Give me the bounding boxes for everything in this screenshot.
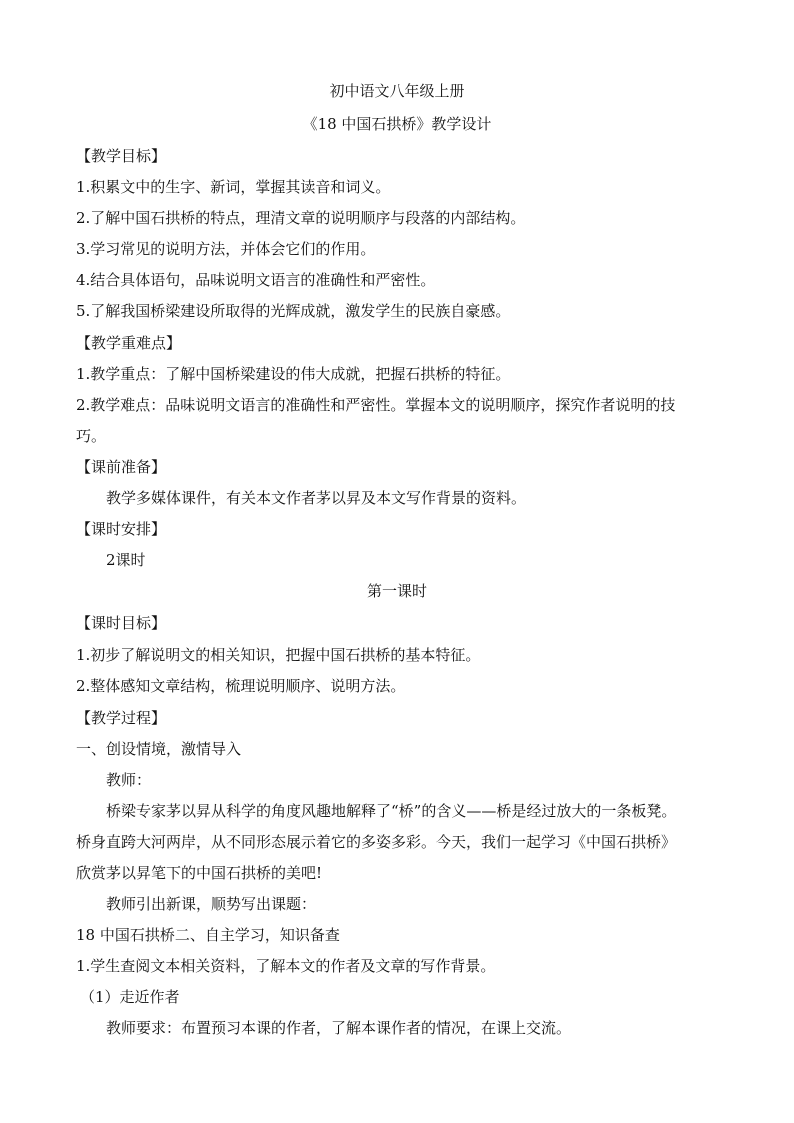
intro-paragraph-line: 桥梁专家茅以昇从科学的角度风趣地解释了“桥”的含义——桥是经过放大的一条板凳。 — [106, 802, 677, 820]
objective-item: 1.积累文中的生字、新词，掌握其读音和词义。 — [76, 178, 391, 196]
schedule-text: 2课时 — [106, 551, 146, 569]
preparation-heading: 【课前准备】 — [76, 458, 167, 476]
objective-item: 2.了解中国石拱桥的特点，理清文章的说明顺序与段落的内部结构。 — [76, 209, 526, 227]
teacher-intro: 教师引出新课，顺势写出课题： — [106, 895, 317, 913]
process-step: 一、创设情境，激情导入 — [76, 740, 242, 758]
lesson-goal-item: 2.整体感知文章结构，梳理说明顺序、说明方法。 — [76, 677, 406, 695]
process-step: 18 中国石拱桥二、自主学习，知识备查 — [76, 926, 340, 944]
schedule-heading: 【课时安排】 — [76, 520, 167, 538]
key-points-heading: 【教学重难点】 — [76, 334, 182, 352]
intro-paragraph-line: 欣赏茅以昇笔下的中国石拱桥的美吧! — [76, 864, 323, 882]
teacher-requirement: 教师要求：布置预习本课的作者，了解本课作者的情况，在课上交流。 — [106, 1019, 572, 1037]
objectives-heading: 【教学目标】 — [76, 147, 167, 165]
process-heading: 【教学过程】 — [76, 709, 167, 727]
process-subitem: （1）走近作者 — [80, 988, 180, 1006]
lesson-goals-heading: 【课时目标】 — [76, 614, 167, 632]
intro-paragraph-line: 桥身直跨大河两岸，从不同形态展示着它的多姿多彩。今天，我们一起学习《中国石拱桥》 — [76, 833, 677, 851]
objective-item: 4.结合具体语句，品味说明文语言的准确性和严密性。 — [76, 271, 436, 289]
process-item: 1.学生查阅文本相关资料，了解本文的作者及文章的写作背景。 — [76, 957, 496, 975]
key-point-item: 2.教学难点：品味说明文语言的准确性和严密性。掌握本文的说明顺序，探究作者说明的技 — [76, 396, 676, 414]
key-point-item-continued: 巧。 — [76, 427, 107, 445]
teacher-label: 教师： — [106, 771, 152, 789]
document-subtitle: 初中语文八年级上册 — [329, 82, 465, 100]
document-title: 《18 中国石拱桥》教学设计 — [302, 115, 492, 133]
objective-item: 5.了解我国桥梁建设所取得的光辉成就，激发学生的民族自豪感。 — [76, 302, 511, 320]
objective-item: 3.学习常见的说明方法，并体会它们的作用。 — [76, 240, 376, 258]
lesson-goal-item: 1.初步了解说明文的相关知识，把握中国石拱桥的基本特征。 — [76, 646, 481, 664]
preparation-text: 教学多媒体课件，有关本文作者茅以昇及本文写作背景的资料。 — [106, 489, 527, 507]
key-point-item: 1.教学重点：了解中国桥梁建设的伟大成就，把握石拱桥的特征。 — [76, 365, 511, 383]
lesson-title: 第一课时 — [366, 582, 427, 600]
